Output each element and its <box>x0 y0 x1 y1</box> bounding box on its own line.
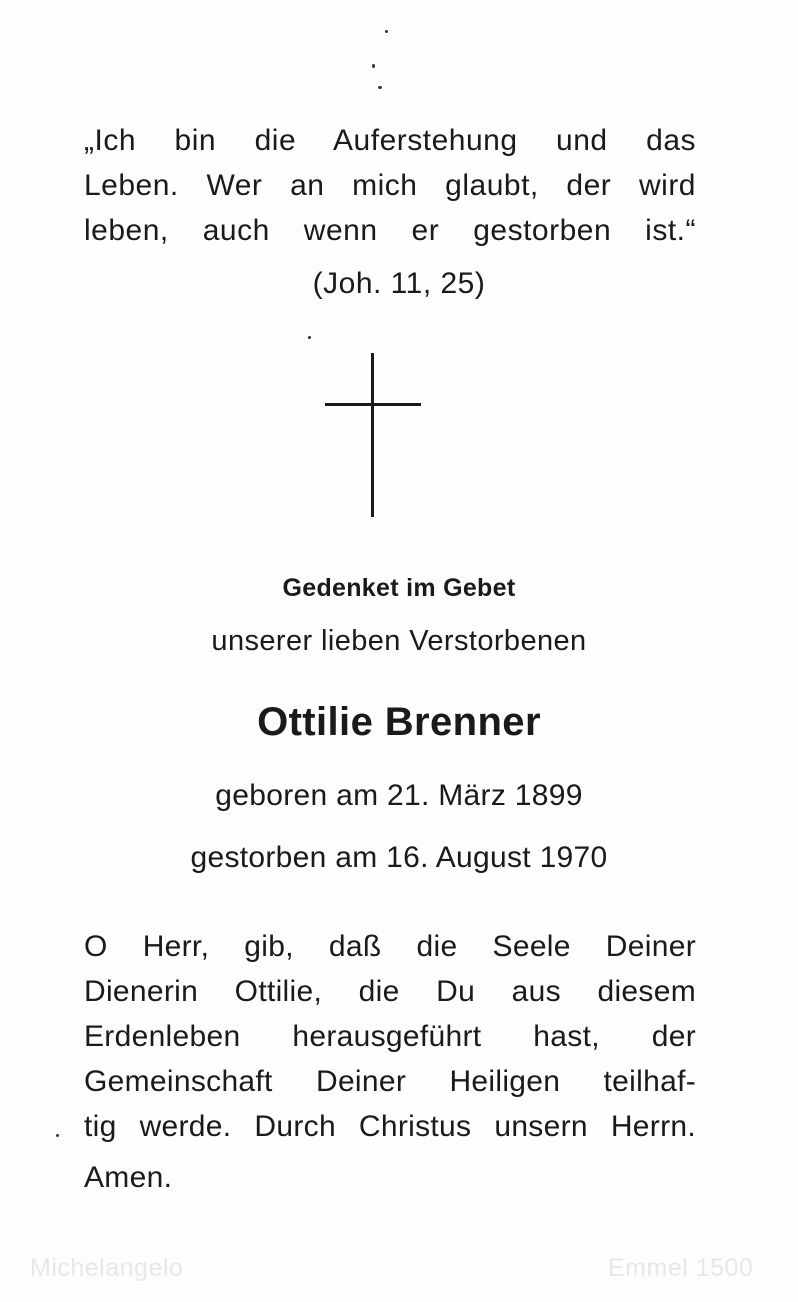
ink-speck <box>378 86 382 89</box>
footer-watermark-left: Michelangelo <box>30 1254 184 1282</box>
death-date: gestorben am 16. August 1970 <box>190 841 608 874</box>
quote-reference: (Joh. 11, 25) <box>312 267 486 300</box>
memorial-heading: Gedenket im Gebet <box>282 574 516 602</box>
memorial-subheading: unserer lieben Verstorbenen <box>211 625 587 657</box>
quote-line: leben, auch wenn er gestorben ist.“ <box>84 214 696 247</box>
birth-date: geboren am 21. März 1899 <box>215 779 583 812</box>
quote-line: „Ich bin die Auferstehung und das <box>84 124 696 157</box>
prayer-text <box>84 924 696 1149</box>
prayer-closing: Amen. <box>84 1161 173 1194</box>
ink-speck <box>372 64 375 68</box>
ink-speck <box>56 1134 59 1137</box>
footer-watermark-right: Emmel 1500 <box>608 1254 754 1282</box>
latin-cross-icon <box>325 353 421 517</box>
bible-quote <box>84 118 696 253</box>
prayer-line: tig werde. Durch Christus unsern Herrn. <box>84 1110 696 1143</box>
prayer-line: Gemeinschaft Deiner Heiligen teilhaf- <box>84 1065 696 1098</box>
prayer-line: O Herr, gib, daß die Seele Deiner <box>84 930 696 963</box>
deceased-name: Ottilie Brenner <box>257 700 541 744</box>
prayer-line: Erdenleben herausgeführt hast, der <box>84 1020 696 1053</box>
ink-speck <box>308 336 311 339</box>
ink-speck <box>385 30 388 33</box>
quote-line: Leben. Wer an mich glaubt, der wird <box>84 169 696 202</box>
prayer-line: Dienerin Ottilie, die Du aus diesem <box>84 975 696 1008</box>
